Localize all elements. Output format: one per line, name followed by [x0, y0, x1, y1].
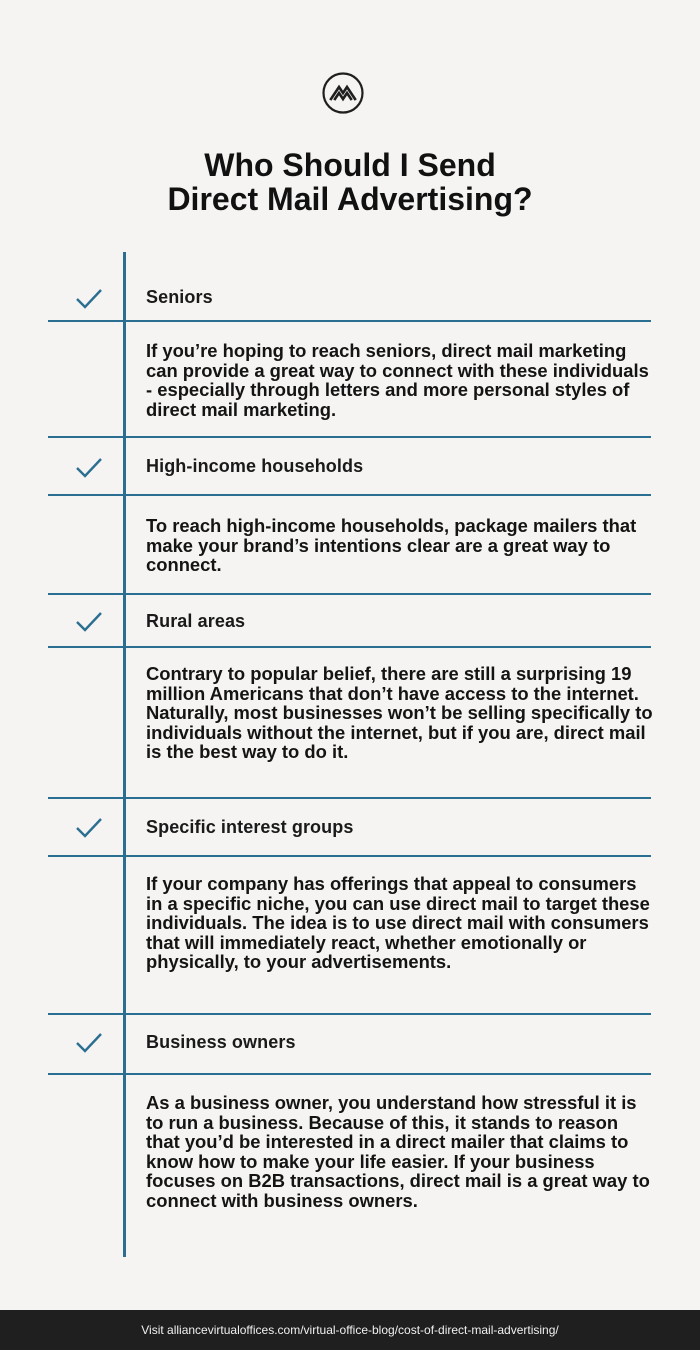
checkmark-icon: [74, 1031, 104, 1055]
divider: [48, 494, 651, 496]
mountain-logo-icon: [322, 72, 364, 114]
page-title: [0, 148, 700, 216]
divider: [48, 855, 651, 857]
divider: [48, 320, 651, 322]
divider: [48, 646, 651, 648]
item-heading-interest-groups: Specific interest groups: [146, 817, 354, 837]
item-heading-seniors: Seniors: [146, 287, 213, 307]
divider: [48, 1013, 651, 1015]
footer-bar: [0, 1310, 700, 1350]
divider: [48, 797, 651, 799]
title-line-2: Direct Mail Advertising?: [167, 181, 533, 217]
item-description-rural: Contrary to popular belief, there are still a surprising 19 million Americans that don’t have access to the internet. Naturally, most businesses won’t be selling specifically to individuals without the internet, but if you are, direct mail is the best way to do it.: [146, 663, 653, 763]
vertical-divider: [123, 252, 126, 1257]
item-description-seniors: If you’re hoping to reach seniors, direct mail marketing can provide a great way to connect with these individuals - especially through letters and more personal styles of direct mail marketing.: [146, 340, 649, 420]
item-description-high-income: To reach high-income households, package mailers that make your brand’s intentions clear are a great way to connect.: [146, 515, 637, 576]
checkmark-icon: [74, 456, 104, 480]
title-line-1: Who Should I Send: [204, 147, 496, 183]
checkmark-icon: [74, 816, 104, 840]
divider: [48, 436, 651, 438]
item-description-interest-groups: If your company has offerings that appeal to consumers in a specific niche, you can use direct mail to target these individuals. The idea is to use direct mail with consumers that will immediately react, whether emotionally or physically, to your advertisements.: [146, 873, 650, 973]
item-heading-business-owners: Business owners: [146, 1032, 296, 1052]
item-heading-rural: Rural areas: [146, 611, 246, 631]
item-description-business-owners: As a business owner, you understand how stressful it is to run a business. Because of this, it stands to reason that you’d be interested in a direct mailer that claims to know how to make your life easier. If your business focuses on B2B transactions, direct mail is a great way to connect with business owners.: [146, 1092, 650, 1211]
footer-link-text[interactable]: Visit alliancevirtualoffices.com/virtual-office-blog/cost-of-direct-mail-advertising/: [141, 1323, 559, 1337]
item-heading-high-income: High-income households: [146, 456, 364, 476]
divider: [48, 1073, 651, 1075]
checkmark-icon: [74, 287, 104, 311]
checkmark-icon: [74, 610, 104, 634]
divider: [48, 593, 651, 595]
